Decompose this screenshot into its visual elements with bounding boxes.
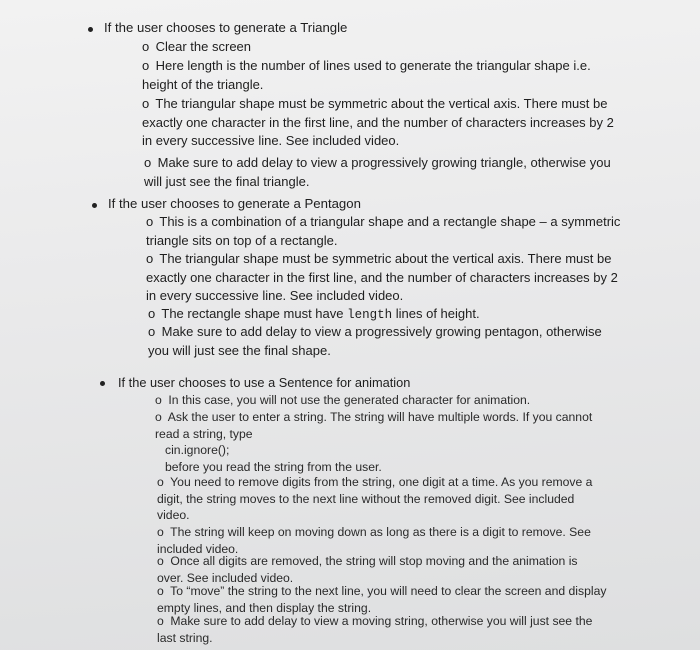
list-item [142, 57, 624, 94]
item-text: lines of height. [392, 306, 480, 321]
sub-bullet-icon: o [146, 214, 154, 229]
item-text: Ask the user to enter a string. The string will have multiple words. If you cannot read a string, type [155, 410, 593, 441]
section-heading: If the user chooses to generate a Pentagon [108, 196, 361, 211]
list-item [157, 613, 607, 646]
item-text: Once all digits are removed, the string will stop moving and the animation is over. See included video. [157, 554, 578, 585]
bullet-icon [100, 381, 105, 386]
list-item [155, 409, 615, 476]
item-text: Make sure to add delay to view a moving string, otherwise you will just see the last string. [157, 614, 593, 645]
sub-bullet-icon: o [155, 393, 162, 407]
sub-bullet-icon: o [157, 614, 164, 628]
sub-bullet-icon: o [157, 554, 164, 568]
item-text: This is a combination of a triangular shape and a rectangle shape – a symmetric triangle sits on top of a rectangle. [146, 214, 621, 248]
item-text: To “move” the string to the next line, you will need to clear the screen and display empty lines, and then display the string. [157, 584, 607, 615]
section-heading: If the user chooses to use a Sentence for animation [118, 375, 411, 390]
list-item [157, 553, 607, 586]
list-item [146, 250, 624, 306]
list-item [142, 38, 622, 57]
sub-bullet-icon: o [146, 251, 154, 266]
sub-bullet-icon: o [142, 39, 150, 54]
sub-bullet-icon: o [157, 525, 164, 539]
item-text: The string will keep on moving down as long as there is a digit to remove. See included video. [157, 525, 591, 556]
sub-bullet-icon: o [157, 584, 164, 598]
item-text: Make sure to add delay to view a progressively growing triangle, otherwise you will just see the final triangle. [144, 155, 611, 189]
list-item [148, 323, 624, 360]
list-item [157, 474, 607, 524]
list-item [155, 392, 615, 409]
item-text: In this case, you will not use the generated character for animation. [168, 393, 531, 407]
sub-bullet-icon: o [142, 96, 150, 111]
item-text: The rectangle shape must have [161, 306, 348, 321]
item-text: before you read the string from the user. [165, 460, 382, 475]
sub-bullet-icon: o [144, 155, 152, 170]
item-text: Clear the screen [155, 39, 252, 54]
list-item [144, 154, 622, 191]
list-item [157, 583, 607, 616]
sub-bullet-icon: o [148, 306, 156, 321]
item-text: The triangular shape must be symmetric about the vertical axis. There must be exactly one character in the first line, and the number of characters increases by 2 in every successive line. See included video. [142, 96, 614, 149]
item-text: Make sure to add delay to view a progressively growing pentagon, otherwise you will just see the final shape. [148, 324, 602, 358]
list-item [142, 95, 624, 151]
sub-bullet-icon: o [157, 475, 164, 489]
section-heading: If the user chooses to generate a Triangle [104, 20, 348, 35]
item-text: You need to remove digits from the string, one digit at a time. As you remove a digit, the string moves to the next line without the removed digit. See included video. [157, 475, 593, 523]
bullet-icon [88, 27, 93, 32]
list-item [146, 213, 624, 250]
sub-bullet-icon: o [148, 324, 156, 339]
sub-bullet-icon: o [155, 410, 162, 424]
sub-bullet-icon: o [142, 58, 150, 73]
bullet-icon [92, 203, 97, 208]
length-code: length [347, 308, 393, 322]
code-line: cin.ignore(); [165, 443, 230, 458]
item-text: The triangular shape must be symmetric about the vertical axis. There must be exactly one character in the first line, and the number of characters increases by 2 in every successive line. See included video. [146, 251, 618, 304]
list-item [148, 305, 624, 325]
item-text: Here length is the number of lines used to generate the triangular shape i.e. height of the triangle. [142, 58, 591, 92]
